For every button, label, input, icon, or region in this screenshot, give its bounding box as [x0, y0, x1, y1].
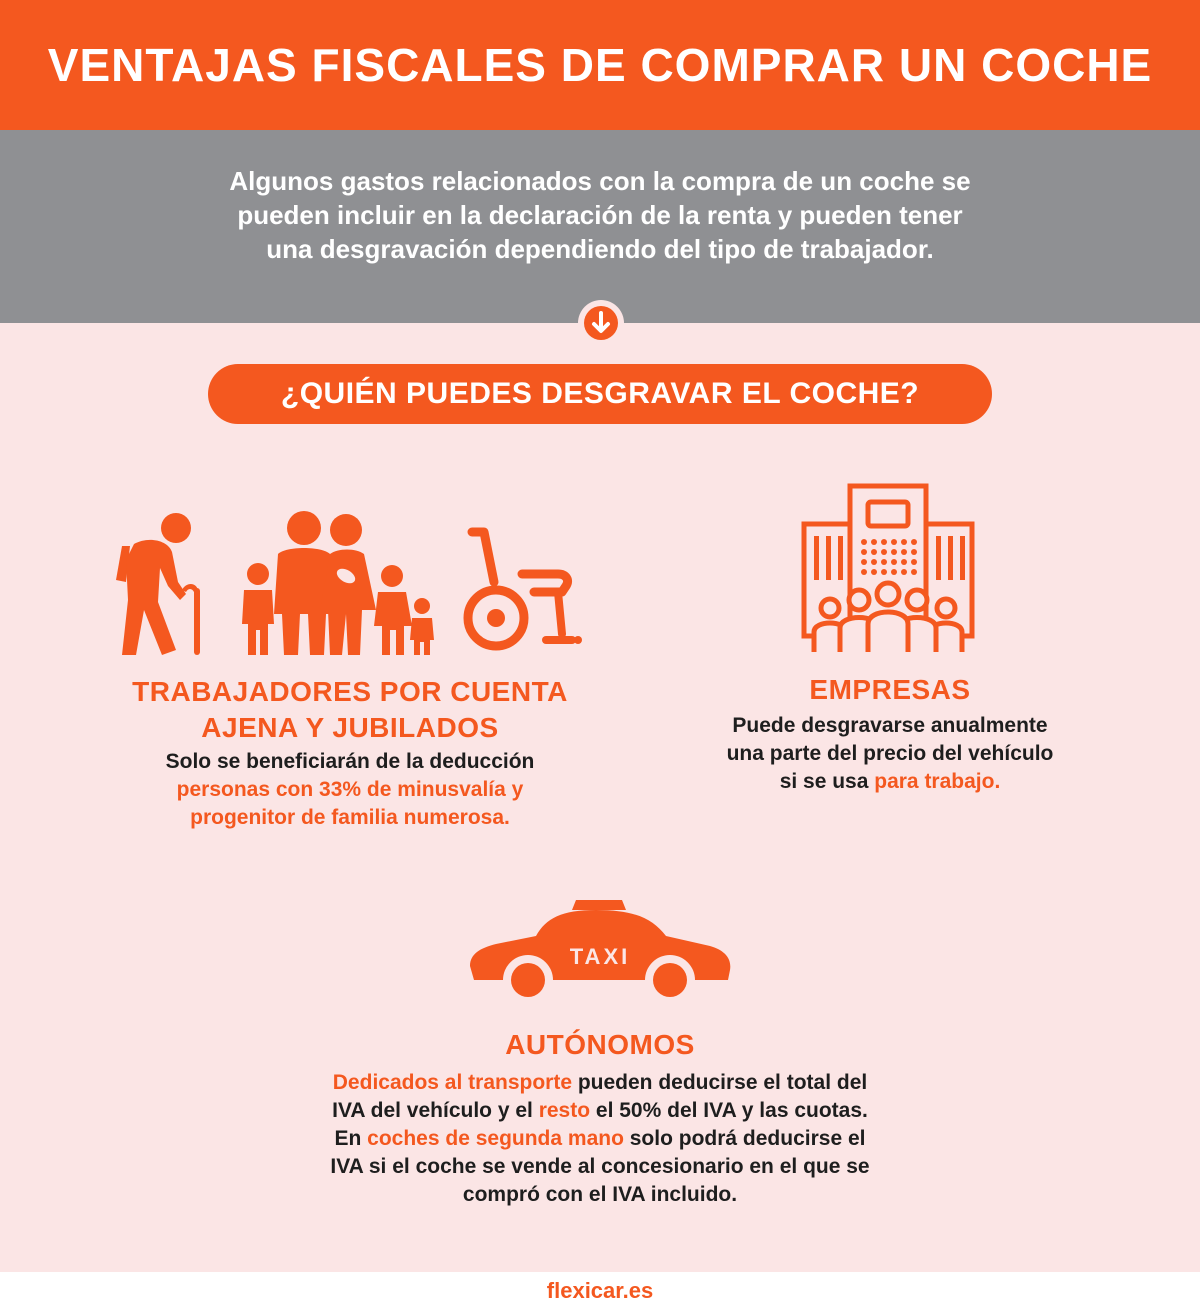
freelancers-text: el 50% del IVA y las cuotas. [590, 1099, 868, 1122]
wheelchair-icon [462, 524, 588, 654]
intro-line: una desgravación dependiendo del tipo de trabajador. [266, 234, 934, 264]
freelancers-text-highlight: resto [538, 1099, 591, 1122]
freelancers-text: En [334, 1127, 368, 1150]
workers-description [100, 748, 600, 832]
taxi-sign: TAXI [569, 944, 631, 969]
intro-line: pueden incluir en la declaración de la renta y pueden tener [237, 200, 963, 230]
companies-title: EMPRESAS [809, 674, 971, 705]
freelancers-text-highlight: coches de segunda mano [367, 1127, 624, 1150]
freelancers-text: IVA del vehículo y el [332, 1099, 539, 1122]
freelancers-text: IVA si el coche se vende al concesionario en el que se [330, 1155, 870, 1178]
office-building-icon [800, 482, 976, 652]
intro-text [170, 164, 1030, 266]
taxi-icon [466, 896, 734, 1006]
intro-section [0, 130, 1200, 323]
companies-description [680, 712, 1100, 796]
freelancers-title: AUTÓNOMOS [505, 1029, 695, 1060]
companies-text-highlight: para trabajo. [874, 770, 1001, 793]
freelancers-text: pueden deducirse el total del [572, 1071, 868, 1094]
brand-link[interactable]: flexicar.es [546, 1278, 654, 1303]
companies-text-line: una parte del precio del vehículo [726, 742, 1054, 765]
workers-text-highlight: progenitor de familia numerosa. [190, 806, 510, 829]
workers-title [100, 674, 600, 746]
question-banner [208, 364, 992, 424]
family-icon [238, 510, 436, 655]
question-label: ¿QUIÉN PUEDES DESGRAVAR EL COCHE? [280, 377, 920, 410]
workers-text-highlight: personas con 33% de minusvalía y [176, 778, 524, 801]
workers-title-line: AJENA Y JUBILADOS [201, 712, 499, 743]
elderly-person-icon [112, 510, 204, 655]
workers-text-line: Solo se beneficiarán de la deducción [165, 750, 535, 773]
arrow-down-icon [584, 306, 618, 340]
footer [0, 1272, 1200, 1310]
header-banner [0, 0, 1200, 130]
freelancers-text: compró con el IVA incluido. [462, 1183, 738, 1206]
page-title: VENTAJAS FISCALES DE COMPRAR UN COCHE [47, 39, 1153, 91]
freelancers-text: solo podrá deducirse el [623, 1127, 866, 1150]
companies-text-line: si se usa [779, 770, 875, 793]
freelancers-text-highlight: Dedicados al transporte [332, 1071, 572, 1094]
arrow-down-badge [578, 300, 624, 346]
intro-line: Algunos gastos relacionados con la compra de un coche se [229, 166, 971, 196]
companies-text-line: Puede desgravarse anualmente [732, 714, 1048, 737]
freelancers-description [240, 1069, 960, 1209]
workers-title-line: TRABAJADORES POR CUENTA [132, 676, 568, 707]
